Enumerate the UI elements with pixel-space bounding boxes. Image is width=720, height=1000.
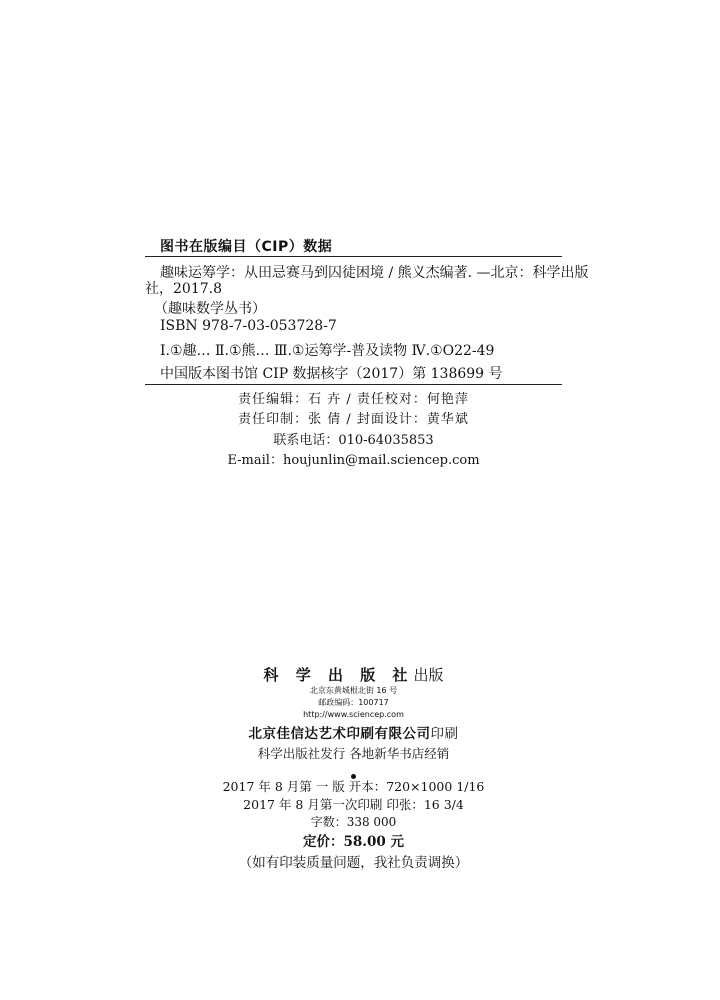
price: 定价：58.00 元 [303, 834, 404, 850]
publisher-name-tail: 出版 [413, 666, 444, 684]
cip-line-classification: Ⅰ.①趣… Ⅱ.①熊… Ⅲ.①运筹学-普及读物 Ⅳ.①O22-49 [160, 343, 495, 359]
cip-line-series: （趣味数学丛书） [154, 301, 266, 317]
printer-line [145, 722, 562, 742]
staff-print-design: 责任印制：张 倩 / 封面设计：黄华斌 [238, 412, 469, 427]
cip-line-isbn: ISBN 978-7-03-053728-7 [160, 318, 337, 334]
quality-note: （如有印装质量问题，我社负责调换） [238, 855, 469, 871]
cip-top-rule [145, 256, 562, 257]
cip-line-record-number: 中国版本图书馆 CIP 数据核字（2017）第 138699 号 [160, 366, 503, 382]
publisher-name-main: 科 学 出 版 社 [263, 666, 414, 684]
word-count: 字数：338 000 [310, 815, 397, 829]
edition-line-2: 2017 年 8 月第一次印刷 印张：16 3/4 [243, 797, 464, 812]
cip-bottom-rule [145, 384, 562, 385]
printer-tail: 印刷 [430, 726, 459, 742]
edition-line-1: 2017 年 8 月第 一 版 开本：720×1000 1/16 [222, 779, 485, 794]
cip-line-publisher-date: 社，2017.8 [145, 281, 222, 297]
publisher-name [145, 664, 562, 685]
publisher-website: http://www.sciencep.com [303, 710, 404, 719]
cip-title: 图书在版编目（CIP）数据 [160, 239, 333, 255]
staff-phone: 联系电话：010-64035853 [273, 433, 434, 448]
printer-name: 北京佳信达艺术印刷有限公司 [248, 726, 431, 742]
distribution-line: 科学出版社发行 各地新华书店经销 [257, 746, 450, 761]
publisher-address: 北京东黄城根北街 16 号 [309, 686, 398, 695]
staff-email: E-mail：houjunlin@mail.sciencep.com [227, 453, 480, 468]
publisher-postcode: 邮政编码：100717 [318, 698, 389, 707]
staff-editors: 责任编辑：石 卉 / 责任校对：何艳萍 [238, 392, 469, 407]
cip-line-title: 趣味运筹学：从田忌赛马到囚徒困境 / 熊义杰编著. —北京：科学出版 [160, 265, 589, 281]
